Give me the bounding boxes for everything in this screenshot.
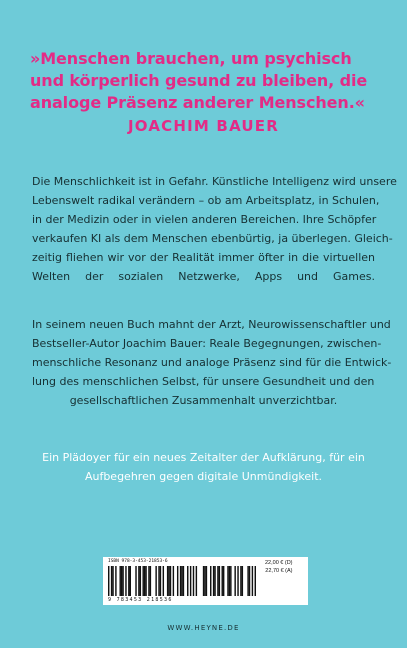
text-line: Lebenswelt radikal verändern – ob am Arbeitsplatz, in Schulen, — [32, 194, 380, 207]
isbn-text: ISBN 978-3-453-21853-6 — [108, 559, 168, 564]
price-de: 22,00 € (D) — [265, 560, 293, 566]
text-line: Die Menschlichkeit ist in Gefahr. Künstliche Intelligenz wird unsere — [32, 175, 397, 188]
text-line: In seinem neuen Buch mahnt der Arzt, Neurowissenschaftler und — [32, 318, 391, 331]
text-line: gesellschaftlichen Zusammenhalt unverzichtbar. — [69, 394, 338, 407]
quote-line: analoge Präsenz anderer Menschen.« — [30, 93, 365, 112]
quote-author: JOACHIM BAUER — [128, 117, 279, 135]
text-line: Bestseller-Autor Joachim Bauer: Reale Begegnungen, zwischen- — [32, 337, 382, 350]
quote-line: und körperlich gesund zu bleiben, die — [30, 71, 368, 90]
text-line: verkaufen KI als dem Menschen ebenbürtig, ja überlegen. Gleich- — [32, 232, 393, 245]
text-line: zeitig fliehen wir vor der Realität immer öfter in die virtuellen — [32, 251, 375, 264]
publisher-website: WWW.HEYNE.DE — [167, 624, 240, 632]
text-line: lung des menschlichen Selbst, für unsere Gesundheit und den — [32, 375, 375, 388]
barcode-label — [103, 557, 308, 605]
text-line: menschliche Resonanz und analoge Präsenz sind für die Entwick- — [32, 356, 392, 369]
text-line: Ein Plädoyer für ein neues Zeitalter der Aufklärung, für ein — [42, 451, 365, 464]
quote-line: »Menschen brauchen, um psychisch — [30, 49, 352, 68]
price-at: 22,70 € (A) — [265, 568, 293, 574]
text-line: in der Medizin oder in vielen anderen Bereichen. Ihre Schöpfer — [32, 213, 377, 226]
quote — [30, 48, 390, 114]
highlight-paragraph — [0, 448, 407, 486]
description-paragraph-1 — [32, 172, 397, 286]
text-line: Welten der sozialen Netzwerke, Apps und Games. — [32, 270, 375, 283]
text-line: Aufbegehren gegen digitale Unmündigkeit. — [84, 470, 323, 483]
barcode — [108, 566, 256, 596]
prices — [265, 559, 293, 575]
description-paragraph-2 — [32, 315, 392, 410]
barcode-digits: 9 783453 218536 — [108, 597, 173, 603]
